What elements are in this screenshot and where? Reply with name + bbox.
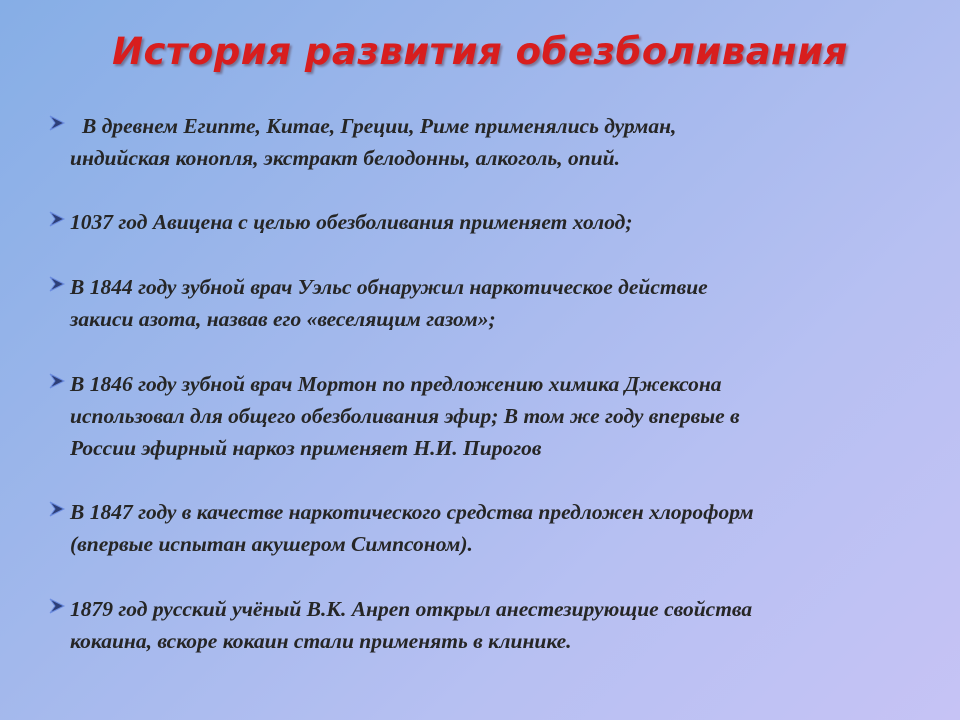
bullet-item: [44, 206, 924, 238]
bullet-text: В древнем Египте, Китае, Греции, Риме применялись дурман, индийская конопля, экстракт белодонны, алкоголь, опий.: [70, 114, 677, 170]
arrowhead-bullet-icon: [48, 271, 70, 297]
bullet-item: [44, 368, 924, 464]
bullet-text: В 1844 году зубной врач Уэльс обнаружил наркотическое действие закиси азота, назвав его «веселящим газом»;: [70, 275, 708, 331]
bullet-item: [44, 110, 924, 174]
bullet-text: В 1846 году зубной врач Мортон по предложению химика Джексона использовал для общего обезболивания эфир; В том же году впервые в России эфирный наркоз применяет Н.И. Пирогов: [70, 372, 740, 460]
bullet-item: [44, 271, 924, 335]
arrowhead-bullet-icon: [48, 206, 70, 232]
arrowhead-bullet-icon: [48, 110, 70, 136]
bullet-text: В 1847 году в качестве наркотического средства предложен хлороформ (впервые испытан акушером Симпсоном).: [70, 500, 754, 556]
bullet-item: [44, 593, 924, 657]
arrowhead-bullet-icon: [48, 368, 70, 394]
bullet-text: 1879 год русский учёный В.К. Анреп открыл анестезирующие свойства кокаина, вскоре кокаин стали применять в клинике.: [70, 597, 753, 653]
bullet-item: [44, 496, 924, 560]
arrowhead-bullet-icon: [48, 496, 70, 522]
arrowhead-bullet-icon: [48, 593, 70, 619]
slide-title: История развития обезболивания: [112, 30, 848, 73]
bullet-text: 1037 год Авицена с целью обезболивания применяет холод;: [70, 210, 633, 234]
